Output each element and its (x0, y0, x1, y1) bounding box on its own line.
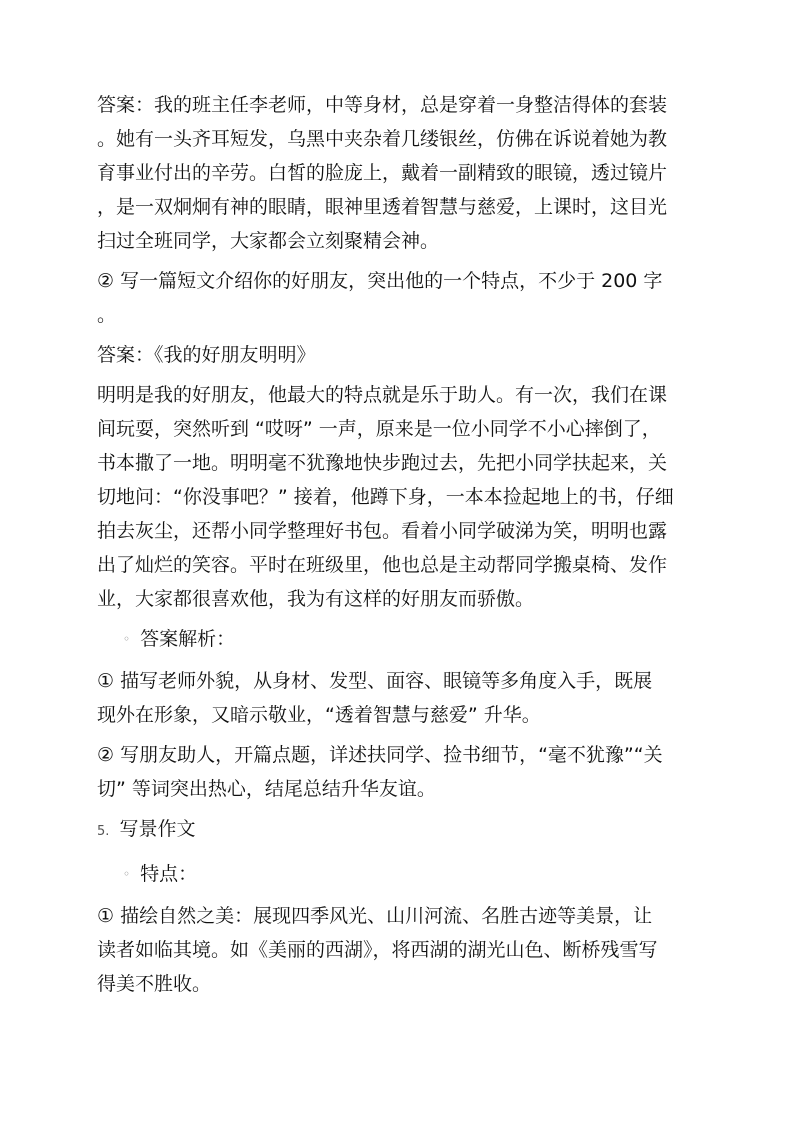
hollow-bullet-icon: ◦ (123, 867, 131, 881)
features-heading (97, 857, 699, 891)
text-line: 。 (97, 304, 117, 326)
text-line: ② 写朋友助人，开篇点题，详述扶同学、捡书细节，“毫不犹豫”“关 (97, 744, 663, 766)
analysis-point-1 (97, 664, 699, 732)
text-line: 答案：我的班主任李老师，中等身材，总是穿着一身整洁得体的套装 (97, 94, 668, 116)
answer-analysis-heading (97, 622, 699, 656)
text-line: ② 写一篇短文介绍你的好朋友，突出他的一个特点，不少于 200 字 (97, 270, 663, 292)
bullet-label: 特点： (140, 863, 198, 885)
answer-essay-title: 答案：《我的好朋友明明》 (97, 344, 316, 366)
answer-friend-essay (97, 378, 699, 616)
text-line: 读者如临其境。如《美丽的西湖》，将西湖的湖光山色、断桥残雪写 (97, 939, 658, 961)
section-heading (97, 812, 699, 849)
bullet-label: 答案解析： (140, 628, 236, 650)
question-friend-essay (97, 264, 699, 332)
text-line: 切地问：“你没事吧？” 接着，他蹲下身，一本本捡起地上的书，仔细 (97, 486, 674, 508)
text-line: 拍去灰尘，还帮小同学整理好书包。看着小同学破涕为笑，明明也露 (97, 520, 668, 542)
answer-teacher-description (97, 88, 699, 258)
text-line: 扫过全班同学，大家都会立刻聚精会神。 (97, 230, 440, 252)
section-number: 5. (97, 824, 110, 839)
text-line: 出了灿烂的笑容。平时在班级里，他也总是主动帮同学搬桌椅、发作 (97, 554, 668, 576)
text-line: ① 描写老师外貌，从身材、发型、面容、眼镜等多角度入手，既展 (97, 670, 653, 692)
text-line: 明明是我的好朋友，他最大的特点就是乐于助人。有一次，我们在课 (97, 384, 668, 406)
analysis-point-2 (97, 738, 699, 806)
text-line: 间玩耍，突然听到 “哎呀” 一声，原来是一位小同学不小心摔倒了， (97, 418, 661, 440)
hollow-bullet-icon: ◦ (123, 632, 131, 646)
text-line: 育事业付出的辛劳。白皙的脸庞上，戴着一副精致的眼镜，透过镜片 (97, 162, 668, 184)
text-line: 现外在形象，又暗示敬业，“透着智慧与慈爱” 升华。 (97, 704, 541, 726)
text-line: 得美不胜收。 (97, 973, 212, 995)
text-line: 。她有一头齐耳短发，乌黑中夹杂着几缕银丝，仿佛在诉说着她为教 (97, 128, 668, 150)
text-line: ，是一双炯炯有神的眼睛，眼神里透着智慧与慈爱，上课时，这目光 (97, 196, 668, 218)
feature-point-1 (97, 899, 699, 1001)
text-line: ① 描绘自然之美：展现四季风光、山川河流、名胜古迹等美景，让 (97, 905, 653, 927)
text-line: 业，大家都很喜欢他，我为有这样的好朋友而骄傲。 (97, 588, 535, 610)
text-line: 切” 等词突出热心，结尾总结升华友谊。 (97, 778, 436, 800)
text-line: 书本撒了一地。明明毫不犹豫地快步跑过去，先把小同学扶起来，关 (97, 452, 668, 474)
section-title: 写景作文 (119, 818, 196, 840)
document-page (97, 88, 699, 1001)
